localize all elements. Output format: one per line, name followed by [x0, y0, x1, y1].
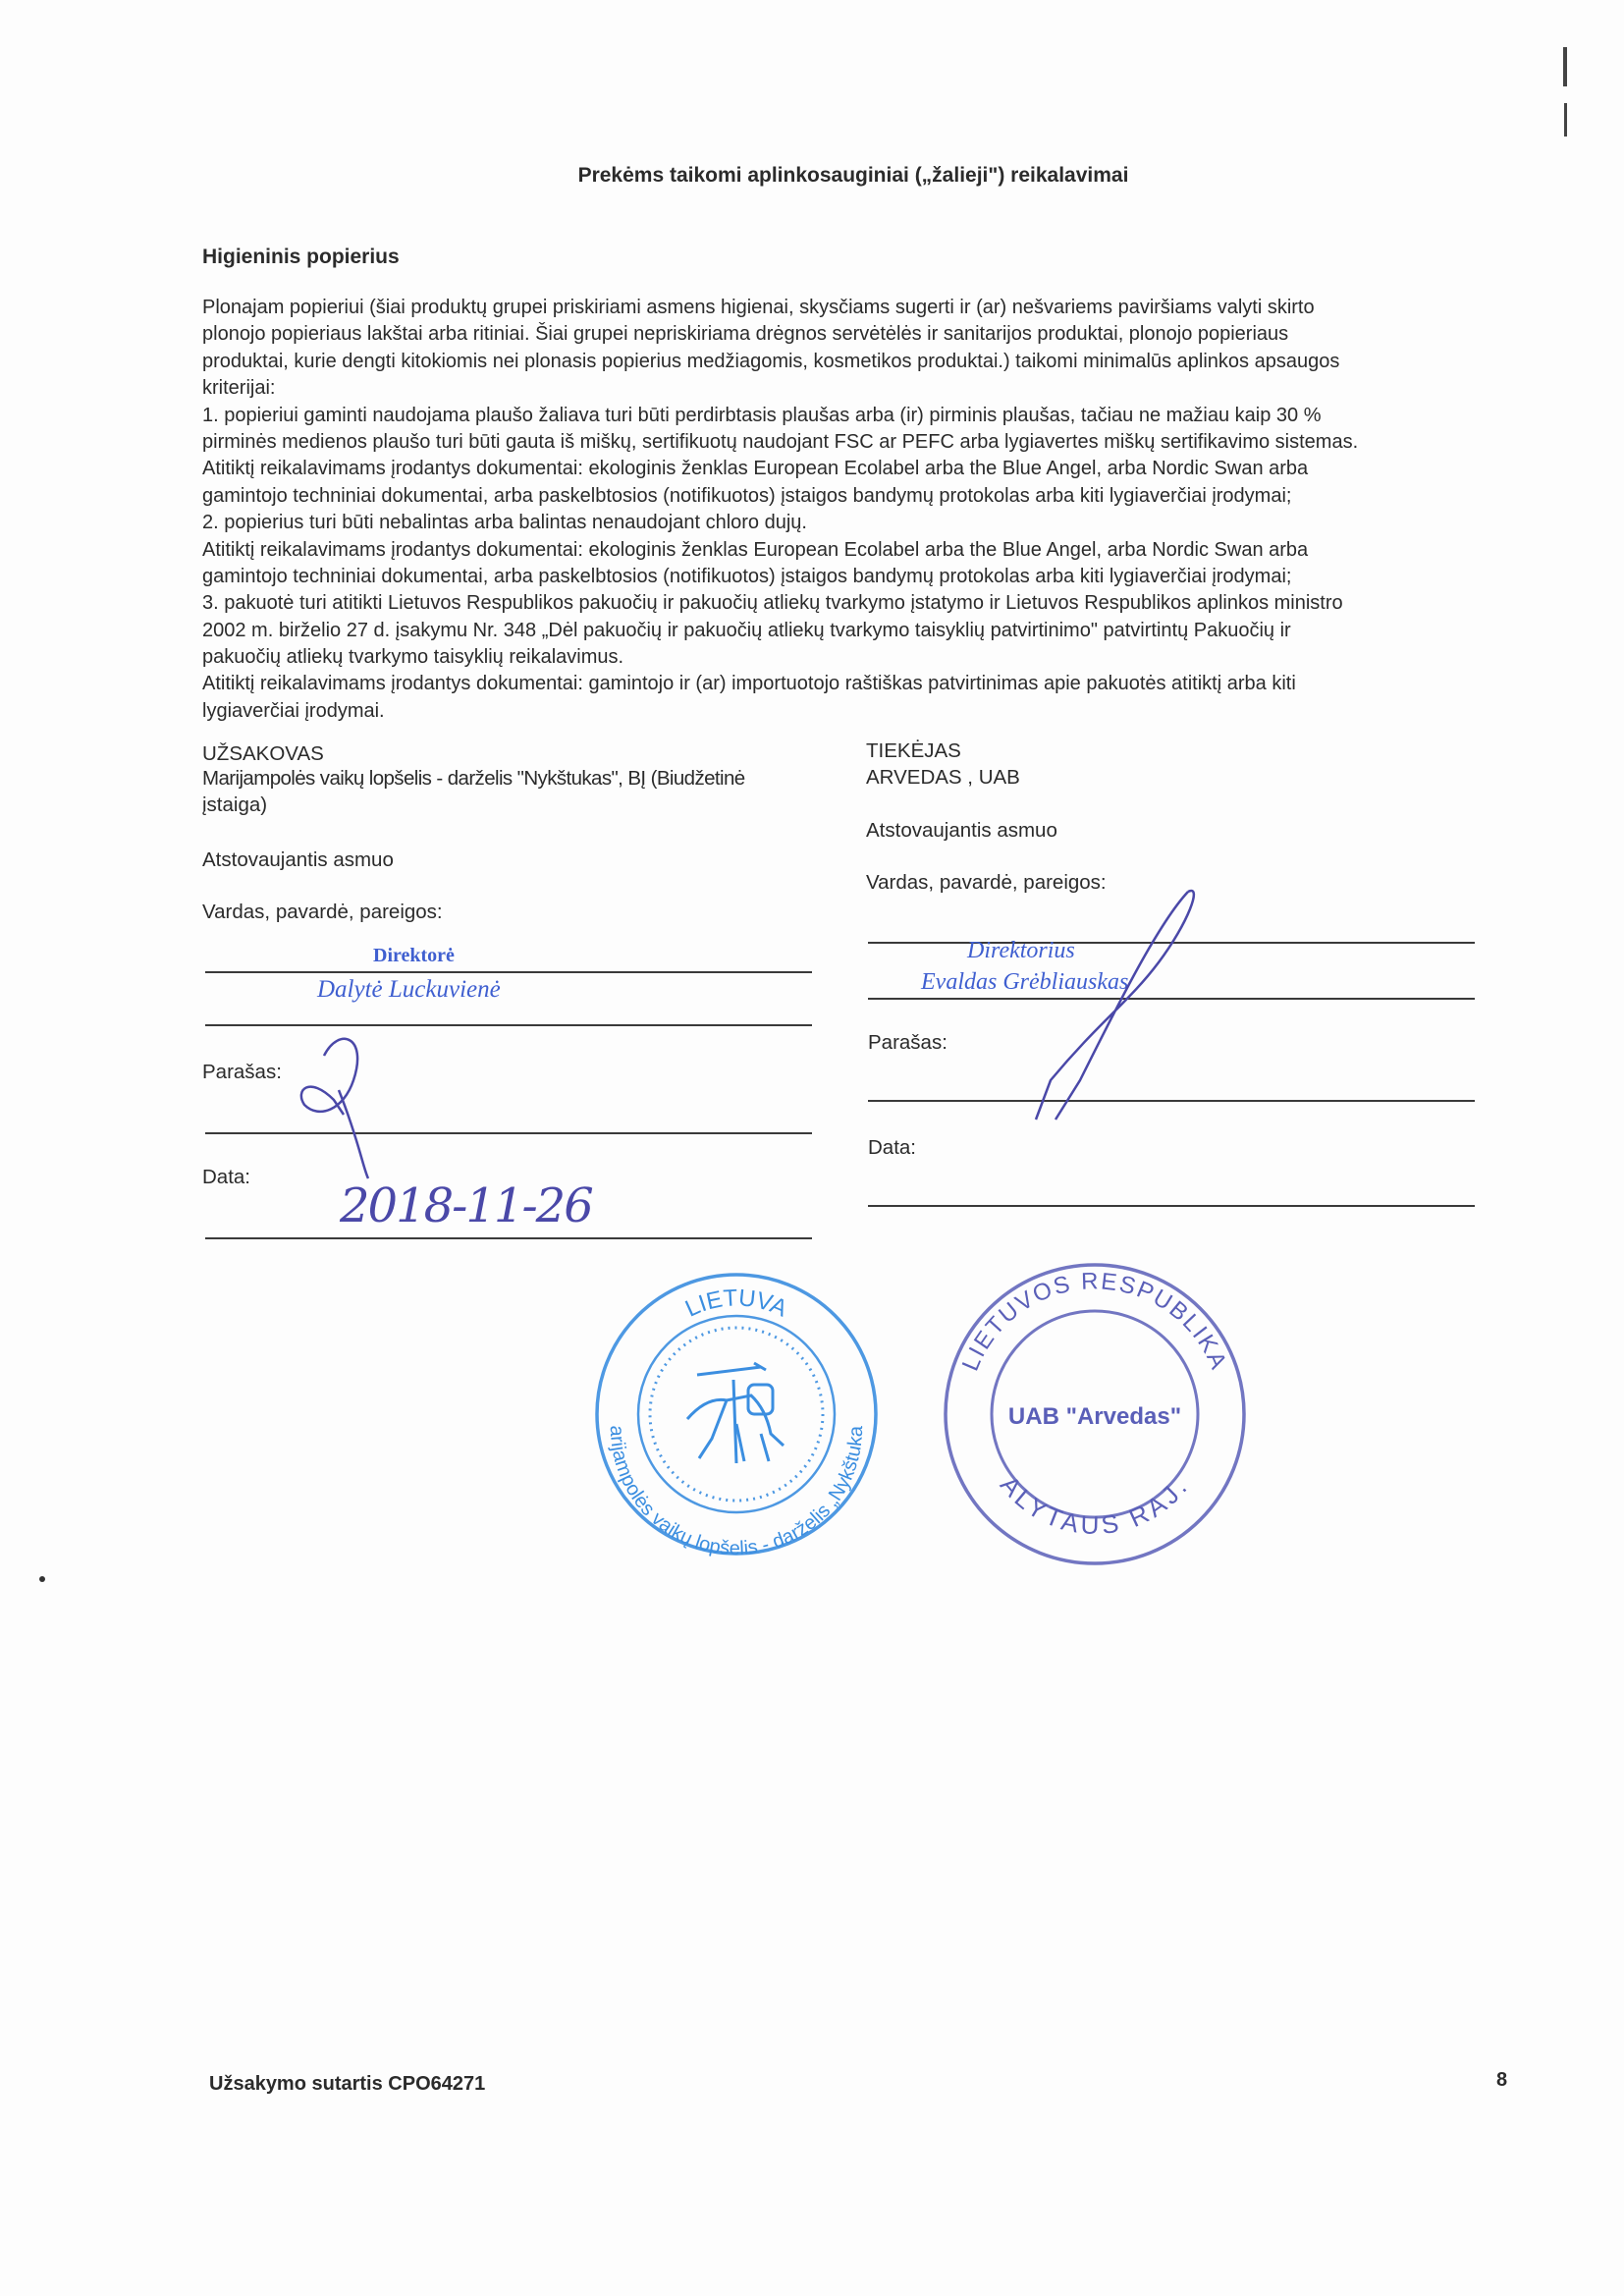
- customer-handwritten-date: 2018-11-26: [340, 1178, 592, 1233]
- svg-text:ALYTAUS RAJ.: [995, 1470, 1195, 1540]
- customer-name: Marijampolės vaikų lopšelis - darželis "Nykštukas", BĮ (Biudžetinė: [202, 767, 745, 790]
- body-line: pakuočių atliekų tvarkymo taisyklių reikalavimus.: [202, 646, 624, 669]
- scan-mark: [1563, 47, 1567, 86]
- document-title: Prekėms taikomi aplinkosauginiai („žalieji") reikalavimai: [577, 164, 1129, 187]
- body-line: 3. pakuotė turi atitikti Lietuvos Respublikos pakuočių ir pakuočių atliekų tvarkymo įstatymo ir Lietuvos Respublikos aplinkos ministro: [202, 592, 1343, 615]
- customer-representative-label: Atstovaujantis asmuo: [202, 848, 394, 871]
- customer-signature-label: Parašas:: [202, 1061, 282, 1083]
- section-title: Higieninis popierius: [202, 246, 400, 268]
- supplier-person-stamp: Evaldas Grėbliauskas: [921, 969, 1129, 995]
- vytis-knight-emblem-icon: [687, 1363, 784, 1463]
- supplier-seal-center-text: UAB "Arvedas": [1007, 1403, 1182, 1430]
- supplier-seal-top-text: LIETUVOS RESPUBLIKA: [956, 1268, 1233, 1375]
- body-line: Atitiktį reikalavimams įrodantys dokumentai: gamintojo ir (ar) importuotojo raštiškas patvirtinimas apie pakuotės atitiktį arba kiti: [202, 673, 1296, 695]
- body-line: 1. popieriui gaminti naudojama plaušo žaliava turi būti perdirbtasis plaušas arba (ir) pirminis plaušas, tačiau ne mažiau kaip 30 %: [202, 404, 1322, 426]
- body-line: kriterijai:: [202, 377, 276, 400]
- body-line: lygiaverčiai įrodymai.: [202, 699, 385, 722]
- customer-name-cont: įstaiga): [202, 793, 268, 816]
- body-line: pirminės medienos plaušo turi būti gauta iš miškų, sertifikuotų naudojant FSC ar PEFC arba lygiavertes miškų sertifikavimo sistemas.: [202, 430, 1359, 453]
- customer-date-label: Data:: [202, 1166, 250, 1188]
- customer-name-label: Vardas, pavardė, pareigos:: [202, 901, 443, 923]
- supplier-date-line: [868, 1205, 1475, 1207]
- body-line: 2002 m. birželio 27 d. įsakymu Nr. 348 „Dėl pakuočių ir pakuočių atliekų tvarkymo taisyklių patvirtinimo" patvirtintų Pakuočių ir: [202, 619, 1291, 641]
- scan-dot: [39, 1576, 45, 1582]
- customer-position-stamp: Direktorė: [373, 945, 455, 966]
- supplier-representative-label: Atstovaujantis asmuo: [866, 819, 1057, 842]
- scan-mark: [1564, 103, 1567, 137]
- body-line: gamintojo techniniai dokumentai, arba paskelbtosios (notifikuotos) įstaigos bandymų protokolas arba kiti lygiaverčiai įrodymai;: [202, 484, 1292, 507]
- customer-seal-top-text: LIETUVA: [681, 1285, 791, 1323]
- svg-text:LIETUVOS RESPUBLIKA: [957, 1268, 1232, 1375]
- supplier-date-label: Data:: [868, 1136, 916, 1159]
- customer-person-stamp: Dalytė Luckuvienė: [317, 976, 501, 1003]
- body-line: Atitiktį reikalavimams įrodantys dokumentai: ekologinis ženklas European Ecolabel arba the Blue Angel, arba Nordic Swan arba: [202, 538, 1309, 561]
- body-line: Atitiktį reikalavimams įrodantys dokumentai: ekologinis ženklas European Ecolabel arba the Blue Angel, arba Nordic Swan arba: [202, 458, 1309, 480]
- contract-number: Užsakymo sutartis CPO64271: [209, 2073, 486, 2095]
- requirements-text: [202, 295, 1358, 725]
- body-line: Plonajam popieriui (šiai produktų grupei priskiriami asmens higienai, skysčiams sugerti ir (ar) nešvariems paviršiams valyti skirto: [202, 297, 1315, 318]
- customer-heading: UŽSAKOVAS: [202, 742, 324, 765]
- page-number: 8: [1496, 2069, 1508, 2091]
- body-line: plonojo popieriaus lakštai arba ritiniai. Šiai grupei nepriskiriama drėgnos servėtėlės ir sanitarijos produktai, plonojo popieriaus: [202, 323, 1289, 346]
- supplier-heading: TIEKĖJAS: [866, 739, 961, 762]
- body-line: 2. popierius turi būti nebalintas arba balintas nenaudojant chloro dujų.: [202, 512, 807, 534]
- supplier-seal-bottom-text: ALYTAUS RAJ.: [994, 1469, 1195, 1541]
- body-line: gamintojo techniniai dokumentai, arba paskelbtosios (notifikuotos) įstaigos bandymų protokolas arba kiti lygiaverčiai įrodymai;: [202, 565, 1292, 587]
- customer-signature: [285, 1021, 403, 1247]
- supplier-signature-label: Parašas:: [868, 1031, 947, 1054]
- customer-seal-ring-text: Marijampolės vaikų lopšelis - darželis „Nykštukas": [580, 1250, 868, 1560]
- supplier-seal: [943, 1262, 1247, 1566]
- body-line: produktai, kurie dengti kitokiomis nei plonasis popierius medžiagomis, kosmetikos produktai.) taikomi minimalūs aplinkos apsaugos: [202, 350, 1340, 372]
- supplier-name: ARVEDAS , UAB: [866, 766, 1020, 789]
- supplier-signature: [1011, 884, 1208, 1139]
- supplier-name-label: Vardas, pavardė, pareigos:: [866, 871, 1107, 894]
- customer-seal: [580, 1250, 884, 1561]
- supplier-position-stamp: Direktorius: [967, 938, 1075, 963]
- customer-name-line: [205, 971, 812, 973]
